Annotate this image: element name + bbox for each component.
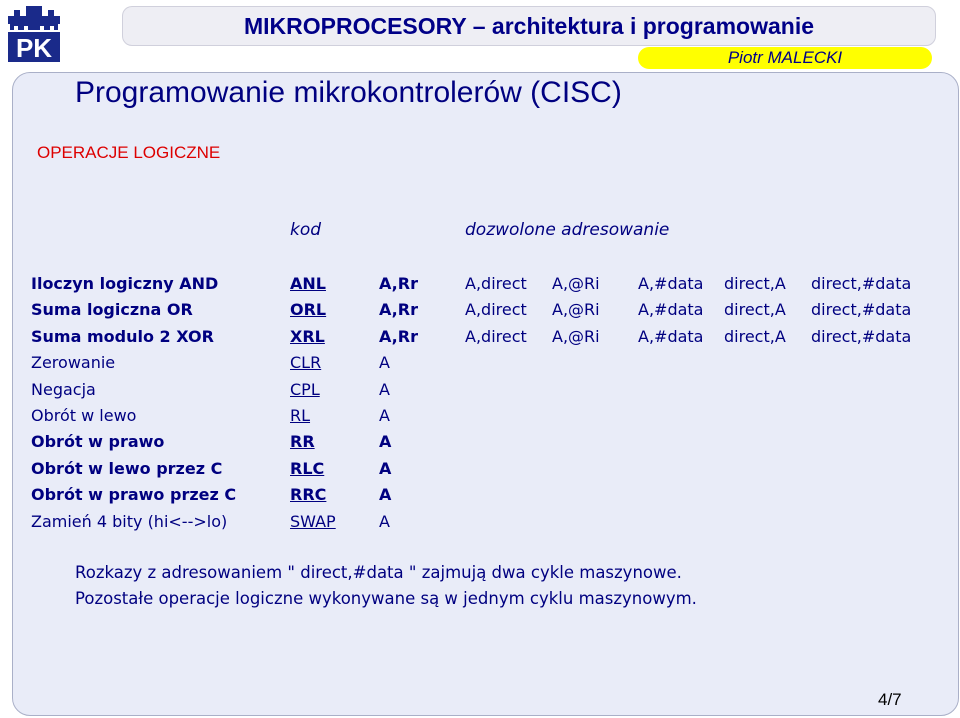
header-title: MIKROPROCESORY – architektura i programowanie	[243, 13, 815, 39]
addressing-mode: direct,#data	[811, 326, 912, 346]
addressing-mode: A	[379, 432, 392, 452]
author-badge: Piotr MALECKI	[638, 47, 932, 69]
instruction-name: Suma logiczna OR	[31, 300, 193, 320]
instruction-name: Obrót w lewo przez C	[31, 458, 223, 478]
table-row	[0, 377, 960, 403]
addressing-mode: A,#data	[638, 326, 704, 346]
table-row	[0, 482, 960, 508]
table-row	[0, 271, 960, 297]
addressing-mode: A,#data	[638, 274, 704, 293]
table-row	[0, 350, 960, 376]
instruction-name: Obrót w lewo	[31, 406, 137, 425]
header-bar	[122, 6, 936, 46]
addressing-mode: A,@Ri	[552, 326, 600, 346]
instruction-code: SWAP	[290, 511, 336, 531]
table-row	[0, 324, 960, 350]
addressing-mode: A,direct	[465, 300, 527, 320]
addressing-mode: A,direct	[465, 326, 527, 346]
addressing-mode: direct,#data	[811, 300, 912, 320]
instruction-code: CPL	[290, 379, 320, 399]
addressing-mode: A,direct	[465, 274, 527, 293]
table-row	[0, 297, 960, 323]
addressing-mode: direct,A	[724, 326, 786, 346]
instruction-name: Obrót w prawo	[31, 432, 165, 452]
addressing-mode: A	[379, 511, 390, 531]
addressing-mode: A	[379, 406, 390, 425]
addressing-mode: direct,A	[724, 300, 786, 320]
instruction-code: RL	[290, 406, 311, 425]
addressing-mode: direct,A	[724, 274, 786, 293]
addressing-mode: A,Rr	[379, 274, 418, 293]
page-title: Programowanie mikrokontrolerów (CISC)	[75, 76, 622, 109]
table-row	[0, 456, 960, 482]
page-number: 4/7	[878, 690, 902, 709]
table-row	[0, 509, 960, 535]
instruction-code: RLC	[290, 458, 325, 478]
instruction-code: CLR	[290, 353, 322, 373]
addressing-mode: A,Rr	[379, 300, 418, 320]
instruction-code: RRC	[290, 485, 327, 505]
column-header-code: kod	[290, 220, 322, 240]
note-line-2: Pozostałe operacje logiczne wykonywane są w jednym cyklu maszynowym.	[75, 589, 697, 608]
addressing-mode: A	[379, 458, 392, 478]
instruction-name: Obrót w prawo przez C	[31, 485, 237, 505]
addressing-mode: A	[379, 353, 390, 373]
instruction-code: XRL	[290, 326, 325, 346]
addressing-mode: A	[379, 379, 390, 399]
addressing-mode: A,#data	[638, 300, 704, 320]
instruction-name: Suma modulo 2 XOR	[31, 326, 214, 346]
section-title: OPERACJE LOGICZNE	[37, 143, 221, 162]
table-row	[0, 403, 960, 429]
note-line-1: Rozkazy z adresowaniem " direct,#data " zajmują dwa cykle maszynowe.	[75, 563, 682, 582]
instruction-name: Iloczyn logiczny AND	[31, 274, 219, 293]
university-logo	[4, 2, 64, 64]
instruction-name: Negacja	[31, 379, 96, 399]
addressing-mode: A,Rr	[379, 326, 418, 346]
column-header-addressing: dozwolone adresowanie	[465, 220, 670, 240]
addressing-mode: A	[379, 485, 392, 505]
logo-lettering: PK	[15, 33, 53, 63]
instruction-code: ANL	[290, 274, 326, 293]
addressing-mode: A,@Ri	[552, 274, 600, 293]
instruction-code: RR	[290, 432, 315, 452]
instruction-name: Zerowanie	[31, 353, 116, 373]
addressing-mode: direct,#data	[811, 274, 912, 293]
table-row	[0, 429, 960, 455]
addressing-mode: A,@Ri	[552, 300, 600, 320]
instruction-code: ORL	[290, 300, 327, 320]
instruction-name: Zamień 4 bity (hi<-->lo)	[31, 511, 228, 531]
